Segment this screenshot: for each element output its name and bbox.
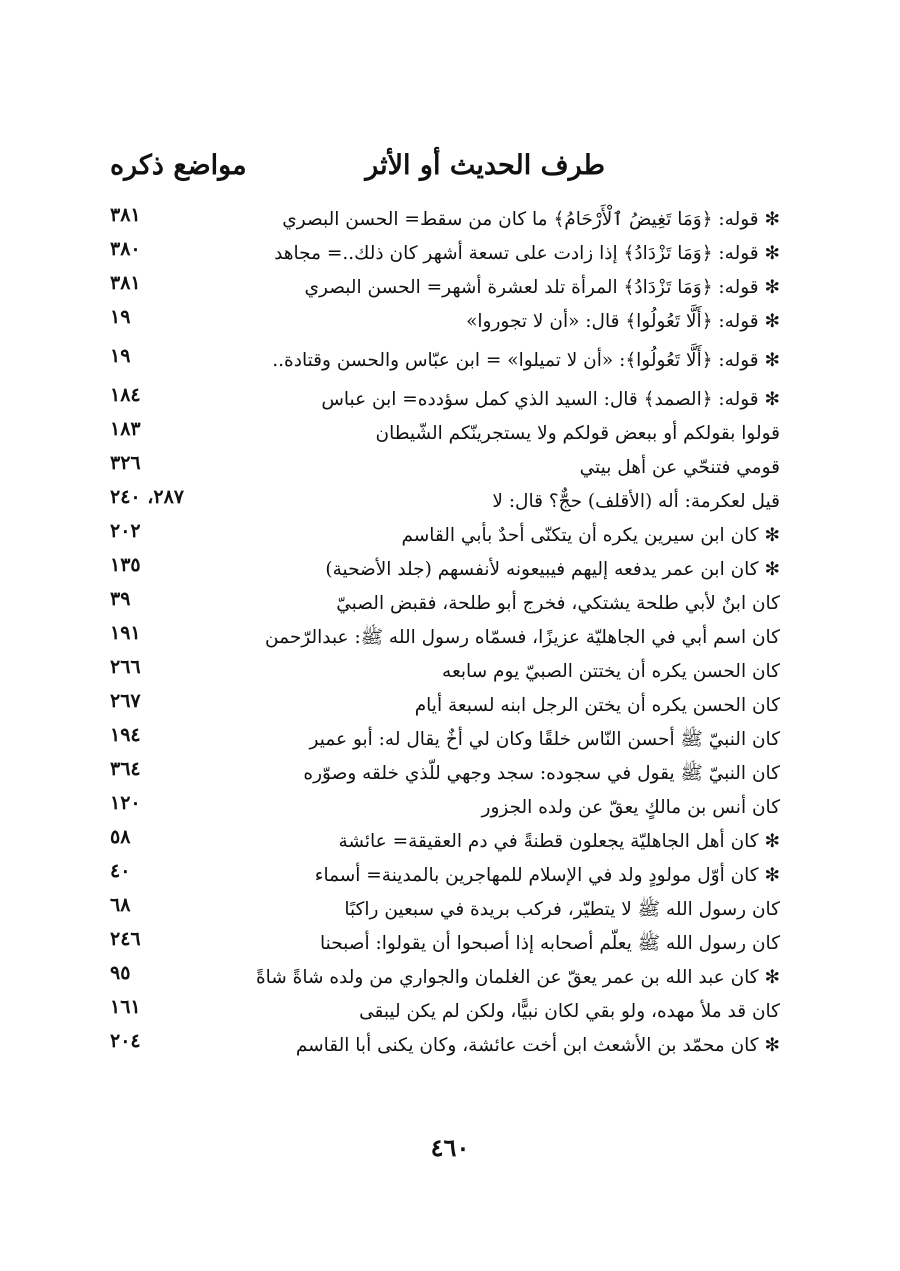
entry-page-refs: ٦٨ [110,894,131,916]
entry-page-refs: ٢٠٤ [110,1030,141,1052]
entry-text: كان ابنٌ لأبي طلحة يشتكي، فخرج أبو طلحة، فقبض الصبيّ [336,593,780,614]
index-entry [110,305,780,344]
entry-text: ✻ كان ابن سيرين يكره أن يتكنّى أحدٌ بأبي القاسم [401,525,780,546]
entry-text: ✻ كان عبد الله بن عمر يعقّ عن الغلمان والجواري من ولده شاةً شاةً [255,967,780,988]
entry-text: ✻ قوله: ﴿أَلَّا تَعُولُوا﴾: «أن لا تميلوا» = ابن عبّاس والحسن وقتادة.. [272,350,780,371]
index-entry [110,893,780,927]
column-header-hadith: طرف الحديث أو الأثر [365,150,605,181]
index-entry [110,1029,780,1063]
entry-text: ✻ قوله: ﴿الصمد﴾ قال: السيد الذي كمل سؤدده= ابن عباس [321,389,780,410]
index-entry [110,451,780,485]
index-entry [110,203,780,237]
entry-text: كان أنس بن مالكٍ يعقّ عن ولده الجزور [481,797,780,818]
index-entry [110,237,780,271]
index-entry [110,961,780,995]
entry-text: ✻ قوله: ﴿وَمَا تَزْدَادُ﴾ المرأة تلد لعشرة أشهر= الحسن البصري [304,277,780,298]
entry-page-refs: ٩٥ [110,962,131,984]
index-entry [110,383,780,417]
index-entry [110,689,780,723]
entry-text: كان رسول الله ﷺ يعلّم أصحابه إذا أصبحوا أن يقولوا: أصبحنا [320,933,780,954]
entry-text: ✻ كان محمّد بن الأشعث ابن أخت عائشة، وكان يكنى أبا القاسم [295,1035,780,1056]
entry-page-refs: ٢٤٦ [110,928,141,950]
entry-page-refs: ١٩ [110,345,131,367]
entry-text: كان النبيّ ﷺ أحسن النّاس خلقًا وكان لي أخٌ يقال له: أبو عمير [309,729,780,750]
entry-page-refs: ٥٨ [110,826,131,848]
entry-page-refs: ١٩٤ [110,724,141,746]
index-entry [110,553,780,587]
column-header-references: مواضع ذكره [110,150,247,181]
entry-text: كان رسول الله ﷺ لا يتطيّر، فركب بريدة في سبعين راكبًا [344,899,780,920]
index-entry [110,723,780,757]
entry-text: قيل لعكرمة: أله (الأقلف) حجٌّ؟ قال: لا [492,491,780,512]
entry-page-refs: ٣٩ [110,588,131,610]
entry-text: ✻ قوله: ﴿وَمَا تَزْدَادُ﴾ إذا زادت على تسعة أشهر كان ذلك..= مجاهد [274,243,780,264]
entry-text: قولوا بقولكم أو ببعض قولكم ولا يستجرينّكم الشّيطان [375,423,780,444]
entry-text: ✻ كان ابن عمر يدفعه إليهم فيبيعونه لأنفسهم (جلد الأضحية) [325,559,780,580]
entry-page-refs: ٢٦٦ [110,656,141,678]
entry-page-refs: ٣٨١ [110,204,141,226]
index-entry [110,271,780,305]
entry-page-refs: ٣٨٠ [110,238,141,260]
entry-page-refs: ٤٠ [110,860,131,882]
page-number: ٤٦٠ [430,1133,470,1162]
entry-page-refs: ١٩١ [110,622,141,644]
entry-page-refs: ١٣٥ [110,554,141,576]
entry-text: كان قد ملأ مهده، ولو بقي لكان نبيًّا، ولكن لم يكن ليبقى [359,1001,780,1022]
entry-page-refs: ٢٨٧، ٢٤٠ [110,486,184,508]
entry-text: كان الحسن يكره أن يختن الرجل ابنه لسبعة أيام [414,695,780,716]
entry-page-refs: ١٨٤ [110,384,141,406]
table-header [110,150,780,194]
entry-text: ✻ كان أهل الجاهليّة يجعلون قطنةً في دم العقيقة= عائشة [338,831,780,852]
entry-page-refs: ٣٦٤ [110,758,141,780]
entry-page-refs: ٢٦٧ [110,690,141,712]
index-entry [110,485,780,519]
entry-page-refs: ١٦١ [110,996,141,1018]
index-rows [110,203,780,1063]
index-entry [110,344,780,383]
entry-page-refs: ٢٠٢ [110,520,141,542]
entry-page-refs: ١٨٣ [110,418,141,440]
index-entry [110,859,780,893]
entry-text: كان النبيّ ﷺ يقول في سجوده: سجد وجهي للّذي خلقه وصوّره [303,763,780,784]
entry-text: ✻ كان أوّل مولودٍ ولد في الإسلام للمهاجرين بالمدينة= أسماء [314,865,780,886]
index-entry [110,519,780,553]
entry-text: ✻ قوله: ﴿وَمَا تَغِيضُ ٱلْأَرْحَامُ﴾ ما كان من سقط= الحسن البصري [282,209,780,230]
index-entry [110,995,780,1029]
entry-page-refs: ١٢٠ [110,792,141,814]
index-entry [110,825,780,859]
index-entry [110,791,780,825]
index-entry [110,587,780,621]
entry-page-refs: ٣٨١ [110,272,141,294]
entry-text: كان اسم أبي في الجاهليّة عزيزًا، فسمّاه رسول الله ﷺ: عبدالرّحمن [265,627,780,648]
index-entry [110,927,780,961]
entry-page-refs: ٣٢٦ [110,452,141,474]
index-entry [110,621,780,655]
entry-text: كان الحسن يكره أن يختتن الصبيّ يوم سابعه [442,661,780,682]
entry-page-refs: ١٩ [110,306,131,328]
index-entry [110,757,780,791]
entry-text: قومي فتنحّي عن أهل بيتي [579,457,780,478]
index-entry [110,655,780,689]
entry-text: ✻ قوله: ﴿أَلَّا تَعُولُوا﴾ قال: «أن لا تجوروا» [466,311,780,332]
index-entry [110,417,780,451]
